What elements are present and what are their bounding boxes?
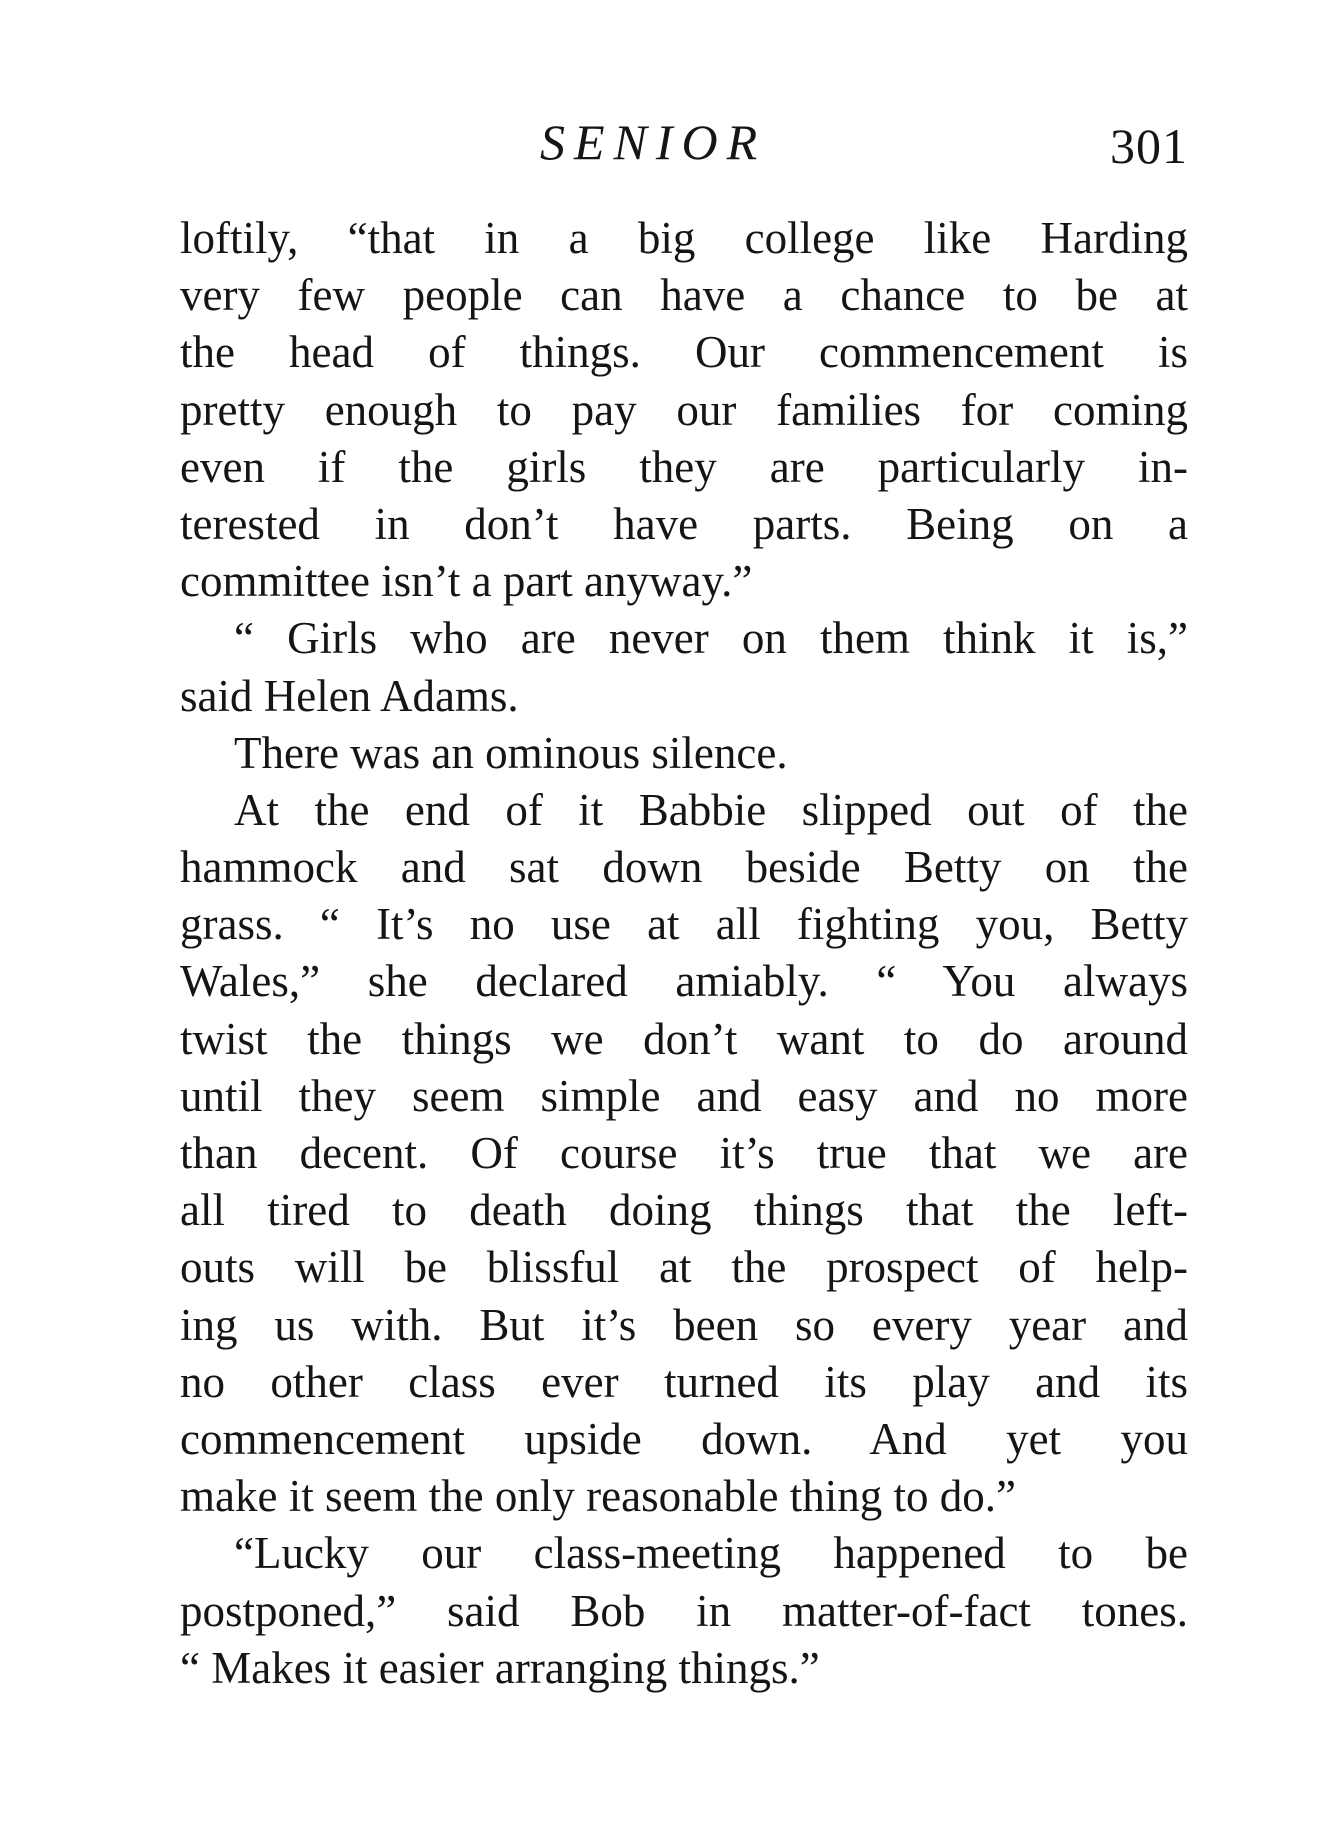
text-line: than decent. Of course it’s true that we are xyxy=(180,1128,1188,1178)
body-text xyxy=(180,210,1188,1697)
text-line: even if the girls they are particularly in- xyxy=(180,441,1188,492)
text-line: grass. “ It’s no use at all fighting you, Betty xyxy=(180,899,1188,950)
text-line: all tired to death doing things that the left- xyxy=(180,1185,1188,1236)
text-line: At the end of it Babbie slipped out of the xyxy=(234,784,1188,835)
text-line: Wales,” she declared amiably. “ You always xyxy=(180,956,1188,1007)
text-line: “ Makes it easier arranging things.” xyxy=(180,1642,820,1693)
running-head: SENIOR xyxy=(540,114,767,170)
text-line: “ Girls who are never on them think it is,” xyxy=(234,613,1188,664)
text-line: very few people can have a chance to be at xyxy=(180,270,1188,321)
text-line: no other class ever turned its play and its xyxy=(180,1356,1188,1407)
page-header xyxy=(180,112,1188,172)
text-line: said Helen Adams. xyxy=(180,670,519,721)
text-line: pretty enough to pay our families for coming xyxy=(180,384,1188,435)
text-line: commencement upside down. And yet you xyxy=(180,1413,1188,1464)
page-number: 301 xyxy=(1110,118,1188,174)
text-line: There was an ominous silence. xyxy=(234,727,788,778)
text-line: loftily, “that in a big college like Harding xyxy=(180,213,1188,263)
text-line: twist the things we don’t want to do around xyxy=(180,1013,1188,1064)
text-line: terested in don’t have parts. Being on a xyxy=(180,498,1188,549)
text-line: make it seem the only reasonable thing to do.” xyxy=(180,1471,1017,1522)
text-line: outs will be blissful at the prospect of help- xyxy=(180,1242,1188,1293)
text-line: until they seem simple and easy and no more xyxy=(180,1070,1188,1121)
text-line: postponed,” said Bob in matter-of-fact tones. xyxy=(180,1585,1188,1636)
text-line: ing us with. But it’s been so every year and xyxy=(180,1299,1188,1350)
text-line: the head of things. Our commencement is xyxy=(180,327,1188,378)
text-line: “Lucky our class-meeting happened to be xyxy=(234,1528,1188,1579)
text-line: committee isn’t a part anyway.” xyxy=(180,556,753,607)
text-line: hammock and sat down beside Betty on the xyxy=(180,842,1188,893)
